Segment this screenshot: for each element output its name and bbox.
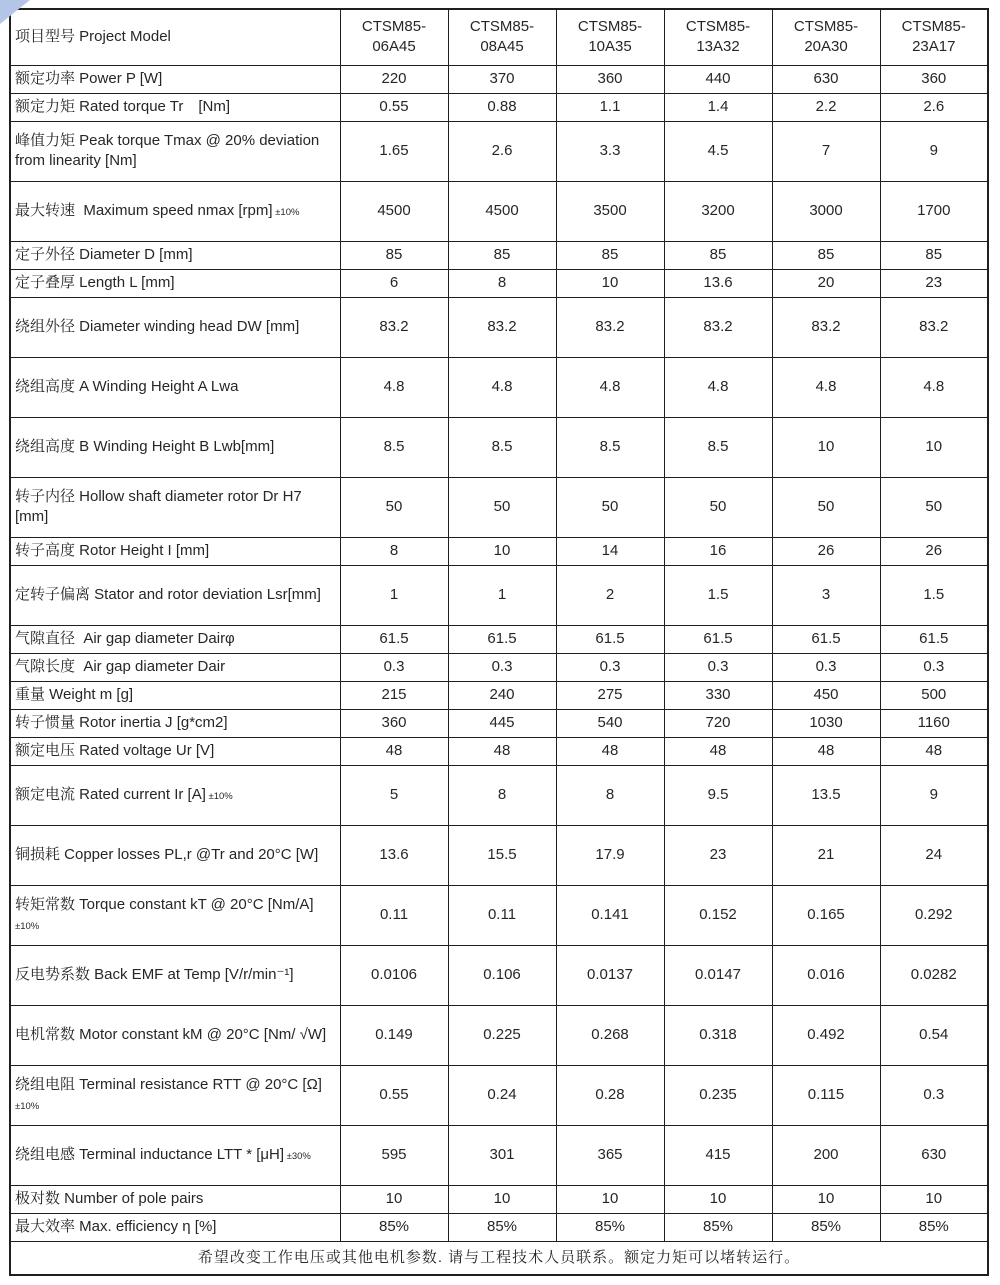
row-label: 铜损耗 Copper losses PL,r @Tr and 20°C [W] [10,825,340,885]
value-cell: 0.3 [880,653,988,681]
table-row [10,709,988,737]
value-cell: 0.165 [772,885,880,945]
table-row [10,765,988,825]
value-cell: 8.5 [340,417,448,477]
value-cell: 50 [556,477,664,537]
value-cell: 0.11 [448,885,556,945]
value-cell: 275 [556,681,664,709]
value-cell: 8.5 [448,417,556,477]
value-cell: 9 [880,765,988,825]
table-row [10,653,988,681]
value-cell: 4500 [340,181,448,241]
value-cell: 450 [772,681,880,709]
value-cell: 200 [772,1125,880,1185]
value-cell: 0.225 [448,1005,556,1065]
value-cell: 440 [664,65,772,93]
value-cell: 48 [772,737,880,765]
value-cell: 13.6 [340,825,448,885]
value-cell: 10 [772,1185,880,1213]
value-cell: 61.5 [340,625,448,653]
row-label: 气隙直径 Air gap diameter Dairφ [10,625,340,653]
value-cell: 10 [772,417,880,477]
value-cell: 0.318 [664,1005,772,1065]
value-cell: 1.5 [664,565,772,625]
value-cell: 2.2 [772,93,880,121]
value-cell: 0.106 [448,945,556,1005]
value-cell: 415 [664,1125,772,1185]
value-cell: 7 [772,121,880,181]
value-cell: 13.6 [664,269,772,297]
table-row [10,269,988,297]
value-cell: 360 [880,65,988,93]
value-cell: 3 [772,565,880,625]
value-cell: 215 [340,681,448,709]
value-cell: 3200 [664,181,772,241]
value-cell: 4500 [448,181,556,241]
value-cell: 10 [880,417,988,477]
value-cell: 8 [340,537,448,565]
value-cell: 0.0137 [556,945,664,1005]
value-cell: 15.5 [448,825,556,885]
table-row [10,625,988,653]
value-cell: 4.5 [664,121,772,181]
value-cell: 0.0106 [340,945,448,1005]
table-row [10,1185,988,1213]
value-cell: 24 [880,825,988,885]
column-header-cell: CTSM85- 13A32 [664,9,772,65]
value-cell: 2.6 [880,93,988,121]
value-cell: 16 [664,537,772,565]
row-label: 绕组电阻 Terminal resistance RTT @ 20°C [Ω] ±10% [10,1065,340,1125]
row-label: 电机常数 Motor constant kM @ 20°C [Nm/ √W] [10,1005,340,1065]
value-cell: 85 [448,241,556,269]
value-cell: 61.5 [880,625,988,653]
value-cell: 10 [880,1185,988,1213]
row-label: 额定电压 Rated voltage Ur [V] [10,737,340,765]
row-label: 转子高度 Rotor Height I [mm] [10,537,340,565]
value-cell: 61.5 [772,625,880,653]
value-cell: 0.3 [664,653,772,681]
value-cell: 0.235 [664,1065,772,1125]
value-cell: 3000 [772,181,880,241]
table-row [10,477,988,537]
table-row [10,945,988,1005]
value-cell: 2.6 [448,121,556,181]
value-cell: 50 [772,477,880,537]
value-cell: 50 [664,477,772,537]
value-cell: 10 [556,269,664,297]
value-cell: 83.2 [880,297,988,357]
row-label: 最大转速 Maximum speed nmax [rpm] ±10% [10,181,340,241]
value-cell: 0.0147 [664,945,772,1005]
value-cell: 50 [448,477,556,537]
value-cell: 0.3 [556,653,664,681]
value-cell: 500 [880,681,988,709]
value-cell: 83.2 [448,297,556,357]
value-cell: 85% [772,1213,880,1241]
row-label: 额定电流 Rated current Ir [A] ±10% [10,765,340,825]
value-cell: 360 [556,65,664,93]
value-cell: 85 [664,241,772,269]
value-cell: 85% [880,1213,988,1241]
value-cell: 4.8 [448,357,556,417]
value-cell: 83.2 [772,297,880,357]
value-cell: 0.55 [340,93,448,121]
footer-notice: 希望改变工作电压或其他电机参数. 请与工程技术人员联系。额定力矩可以堵转运行。 [10,1241,988,1275]
page-corner-fold [0,0,30,24]
value-cell: 85% [664,1213,772,1241]
row-label: 定子叠厚 Length L [mm] [10,269,340,297]
value-cell: 85% [340,1213,448,1241]
value-cell: 48 [448,737,556,765]
table-row [10,297,988,357]
value-cell: 8 [448,269,556,297]
value-cell: 85 [772,241,880,269]
tolerance-note: ±30% [284,1150,311,1162]
value-cell: 630 [880,1125,988,1185]
corner-header-cell: 项目型号 Project Model [10,9,340,65]
value-cell: 1160 [880,709,988,737]
value-cell: 0.492 [772,1005,880,1065]
table-row [10,1125,988,1185]
value-cell: 48 [664,737,772,765]
value-cell: 720 [664,709,772,737]
value-cell: 4.8 [772,357,880,417]
value-cell: 85% [448,1213,556,1241]
value-cell: 0.3 [340,653,448,681]
table-row [10,417,988,477]
column-header-cell: CTSM85- 08A45 [448,9,556,65]
value-cell: 48 [880,737,988,765]
value-cell: 0.11 [340,885,448,945]
value-cell: 2 [556,565,664,625]
value-cell: 4.8 [340,357,448,417]
row-label: 额定功率 Power P [W] [10,65,340,93]
row-label: 转子内径 Hollow shaft diameter rotor Dr H7 [mm] [10,477,340,537]
value-cell: 1030 [772,709,880,737]
table-row [10,241,988,269]
value-cell: 0.292 [880,885,988,945]
value-cell: 20 [772,269,880,297]
value-cell: 301 [448,1125,556,1185]
value-cell: 540 [556,709,664,737]
value-cell: 61.5 [448,625,556,653]
value-cell: 0.3 [772,653,880,681]
value-cell: 85 [880,241,988,269]
table-row [10,181,988,241]
tolerance-note: ±10% [205,790,233,802]
value-cell: 0.016 [772,945,880,1005]
value-cell: 13.5 [772,765,880,825]
value-cell: 83.2 [664,297,772,357]
value-cell: 445 [448,709,556,737]
value-cell: 3500 [556,181,664,241]
value-cell: 0.0282 [880,945,988,1005]
value-cell: 83.2 [556,297,664,357]
value-cell: 360 [340,709,448,737]
value-cell: 26 [880,537,988,565]
column-header-cell: CTSM85- 06A45 [340,9,448,65]
row-label: 峰值力矩 Peak torque Tmax @ 20% deviation from linearity [Nm] [10,121,340,181]
table-row [10,885,988,945]
value-cell: 23 [880,269,988,297]
value-cell: 9.5 [664,765,772,825]
value-cell: 6 [340,269,448,297]
value-cell: 9 [880,121,988,181]
row-label: 转矩常数 Torque constant kT @ 20°C [Nm/A] ±10% [10,885,340,945]
value-cell: 48 [340,737,448,765]
value-cell: 630 [772,65,880,93]
value-cell: 61.5 [556,625,664,653]
value-cell: 8.5 [664,417,772,477]
value-cell: 10 [448,537,556,565]
row-label: 绕组高度 B Winding Height B Lwb[mm] [10,417,340,477]
value-cell: 5 [340,765,448,825]
value-cell: 3.3 [556,121,664,181]
value-cell: 0.115 [772,1065,880,1125]
value-cell: 0.55 [340,1065,448,1125]
value-cell: 8.5 [556,417,664,477]
column-header-cell: CTSM85- 10A35 [556,9,664,65]
value-cell: 21 [772,825,880,885]
value-cell: 48 [556,737,664,765]
value-cell: 595 [340,1125,448,1185]
value-cell: 0.152 [664,885,772,945]
value-cell: 1.5 [880,565,988,625]
value-cell: 1.1 [556,93,664,121]
value-cell: 10 [664,1185,772,1213]
value-cell: 220 [340,65,448,93]
row-label: 极对数 Number of pole pairs [10,1185,340,1213]
table-row [10,565,988,625]
value-cell: 0.141 [556,885,664,945]
value-cell: 0.268 [556,1005,664,1065]
table-row [10,93,988,121]
table-row [10,681,988,709]
value-cell: 0.28 [556,1065,664,1125]
value-cell: 4.8 [664,357,772,417]
value-cell: 14 [556,537,664,565]
value-cell: 4.8 [556,357,664,417]
row-label: 气隙长度 Air gap diameter Dair [10,653,340,681]
column-header-cell: CTSM85- 20A30 [772,9,880,65]
table-row [10,1065,988,1125]
value-cell: 61.5 [664,625,772,653]
value-cell: 8 [556,765,664,825]
value-cell: 4.8 [880,357,988,417]
table-row [10,1005,988,1065]
row-label: 反电势系数 Back EMF at Temp [V/r/min⁻¹] [10,945,340,1005]
table-row [10,1213,988,1241]
value-cell: 10 [340,1185,448,1213]
row-label: 绕组电感 Terminal inductance LTT * [μH] ±30% [10,1125,340,1185]
value-cell: 10 [448,1185,556,1213]
value-cell: 0.88 [448,93,556,121]
tolerance-note: ±10% [272,206,300,218]
value-cell: 85 [556,241,664,269]
value-cell: 0.24 [448,1065,556,1125]
value-cell: 0.149 [340,1005,448,1065]
row-label: 重量 Weight m [g] [10,681,340,709]
value-cell: 1700 [880,181,988,241]
value-cell: 8 [448,765,556,825]
value-cell: 0.3 [448,653,556,681]
table-row [10,537,988,565]
row-label: 定转子偏离 Stator and rotor deviation Lsr[mm] [10,565,340,625]
value-cell: 23 [664,825,772,885]
value-cell: 10 [556,1185,664,1213]
row-label: 最大效率 Max. efficiency η [%] [10,1213,340,1241]
value-cell: 17.9 [556,825,664,885]
value-cell: 370 [448,65,556,93]
value-cell: 26 [772,537,880,565]
value-cell: 1.65 [340,121,448,181]
value-cell: 0.3 [880,1065,988,1125]
tolerance-note: ±10% [15,900,317,932]
value-cell: 83.2 [340,297,448,357]
table-row [10,121,988,181]
value-cell: 50 [340,477,448,537]
value-cell: 1 [448,565,556,625]
row-label: 转子惯量 Rotor inertia J [g*cm2] [10,709,340,737]
value-cell: 365 [556,1125,664,1185]
table-row [10,357,988,417]
row-label: 定子外径 Diameter D [mm] [10,241,340,269]
value-cell: 85% [556,1213,664,1241]
motor-spec-table [9,8,989,1276]
table-row [10,825,988,885]
tolerance-note: ±10% [15,1080,325,1112]
value-cell: 85 [340,241,448,269]
value-cell: 1.4 [664,93,772,121]
value-cell: 50 [880,477,988,537]
row-label: 额定力矩 Rated torque Tr [Nm] [10,93,340,121]
table-row [10,65,988,93]
value-cell: 240 [448,681,556,709]
column-header-cell: CTSM85- 23A17 [880,9,988,65]
value-cell: 330 [664,681,772,709]
row-label: 绕组外径 Diameter winding head DW [mm] [10,297,340,357]
value-cell: 1 [340,565,448,625]
value-cell: 0.54 [880,1005,988,1065]
row-label: 绕组高度 A Winding Height A Lwa [10,357,340,417]
table-row [10,737,988,765]
